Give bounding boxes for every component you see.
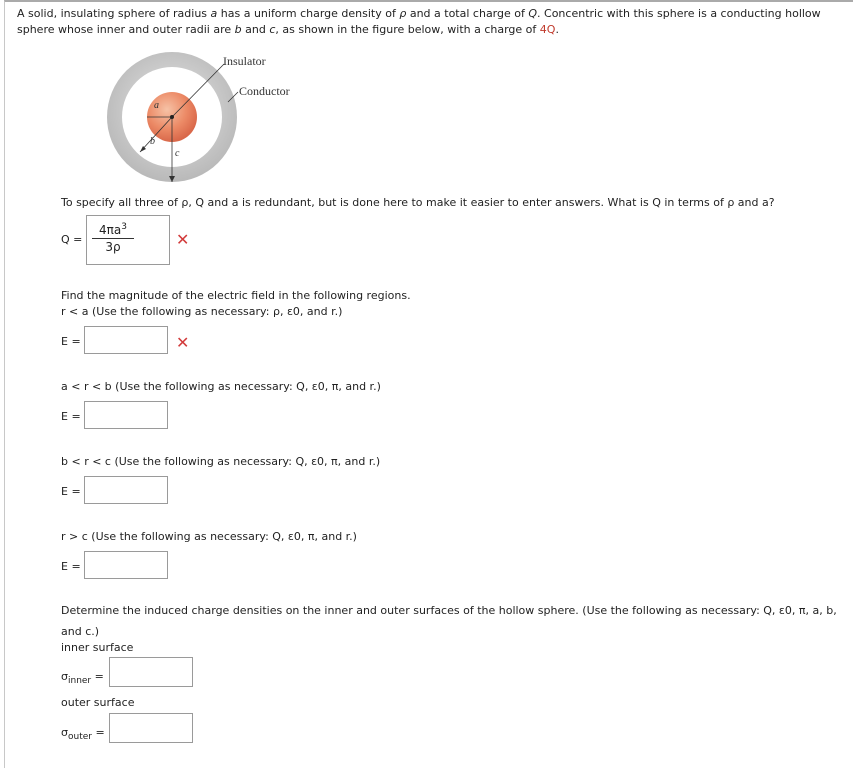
concentric-spheres-diagram bbox=[100, 52, 340, 182]
sphere-figure bbox=[100, 52, 340, 182]
e-label: E = bbox=[61, 410, 81, 423]
sigma-outer-input[interactable] bbox=[109, 713, 193, 743]
region-r-gt-c: r > c (Use the following as necessary: Q, ε0, π, and r.) bbox=[61, 530, 357, 543]
inner-surface-label: inner surface bbox=[61, 641, 134, 654]
e-input-region2[interactable] bbox=[84, 401, 168, 429]
q-label: Q = bbox=[61, 233, 83, 246]
label-c: c bbox=[175, 148, 180, 159]
e-input-region4[interactable] bbox=[84, 551, 168, 579]
q1-prompt: To specify all three of ρ, Q and a is redundant, but is done here to make it easier to enter answers. What is Q in terms of ρ and a? bbox=[61, 196, 775, 209]
q3-prompt-line1: Determine the induced charge densities on the inner and outer surfaces of the hollow sphere. (Use the following as necessary: Q, ε0, π, a, b, bbox=[61, 604, 837, 617]
sigma-outer-label: $\sigma_{outer}$ = bbox=[61, 726, 105, 743]
q2-heading: Find the magnitude of the electric field in the following regions. bbox=[61, 289, 411, 302]
e-label: E = bbox=[61, 335, 81, 348]
region-a-lt-r-lt-b: a < r < b (Use the following as necessary: Q, ε0, π, and r.) bbox=[61, 380, 381, 393]
incorrect-icon: ✕ bbox=[176, 333, 190, 352]
q3-prompt-line2: and c.) bbox=[61, 625, 100, 638]
outer-surface-label: outer surface bbox=[61, 696, 135, 709]
e-input-region1[interactable] bbox=[84, 326, 168, 354]
sigma-inner-input[interactable] bbox=[109, 657, 193, 687]
problem-statement: A solid, insulating sphere of radius a has a uniform charge density of ρ and a total charge of Q. Concentric with this sphere is a conducting hollow sphere whose inner and outer radii are b and c, as shown in the figure below, with a charge of 4Q. bbox=[17, 7, 821, 36]
e-input-region3[interactable] bbox=[84, 476, 168, 504]
center-dot bbox=[170, 115, 174, 119]
region-b-lt-r-lt-c: b < r < c (Use the following as necessary: Q, ε0, π, and r.) bbox=[61, 455, 381, 468]
sigma-inner-label: $\sigma_{inner}$ = bbox=[61, 670, 104, 687]
label-a: a bbox=[154, 100, 159, 111]
label-conductor: Conductor bbox=[239, 84, 290, 98]
label-insulator: Insulator bbox=[223, 54, 266, 68]
q-answer-fraction: $4\pi a^3$ 3ρ bbox=[92, 222, 134, 254]
label-b: b bbox=[150, 136, 155, 147]
e-label: E = bbox=[61, 485, 81, 498]
incorrect-icon: ✕ bbox=[176, 230, 190, 249]
e-label: E = bbox=[61, 560, 81, 573]
region-r-lt-a: r < a (Use the following as necessary: ρ, ε0, and r.) bbox=[61, 305, 343, 318]
